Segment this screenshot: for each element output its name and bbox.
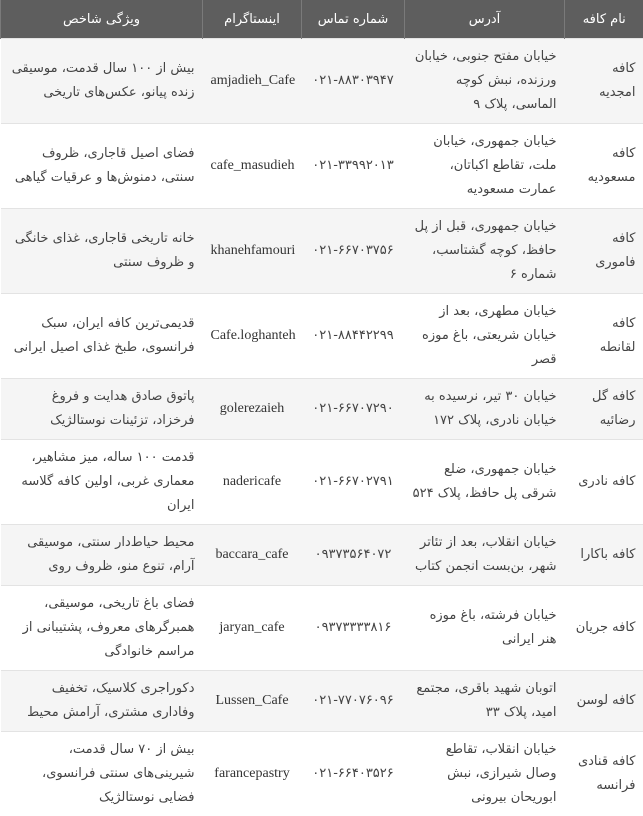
header-instagram: اینستاگرام (203, 0, 302, 39)
cafe-name: کافه جریان (565, 586, 643, 671)
cafe-address: خیابان جمهوری، خیابان ملت، تقاطع اکباتان، عمارت مسعودیه (405, 124, 565, 209)
cafe-feature: فضای باغ تاریخی، موسیقی، همبرگرهای معروف، پشتیبانی از مراسم خانوادگی (1, 586, 203, 671)
cafe-phone: ۰۹۳۷۳۳۳۳۸۱۶ (302, 586, 405, 671)
cafe-address: خیابان فرشته، باغ موزه هنر ایرانی (405, 586, 565, 671)
cafe-instagram: khanehfamouri (203, 209, 302, 294)
cafe-feature: دکوراجری کلاسیک، تخفیف وفاداری مشتری، آرامش محیط (1, 671, 203, 732)
table-row (1, 671, 643, 732)
table-row (1, 124, 643, 209)
cafe-phone: ۰۲۱-۶۶۷۰۲۷۹۱ (302, 440, 405, 525)
table-row (1, 39, 643, 124)
header-feature: ویژگی شاخص (1, 0, 203, 39)
cafe-instagram: jaryan_cafe (203, 586, 302, 671)
cafe-name: کافه نادری (565, 440, 643, 525)
cafe-phone: ۰۲۱-۶۶۴۰۳۵۲۶ (302, 732, 405, 816)
cafe-name: کافه گل رضائیه (565, 379, 643, 440)
cafe-feature: پاتوق صادق هدایت و فروغ فرخزاد، تزئینات نوستالژیک (1, 379, 203, 440)
table-row (1, 294, 643, 379)
table-row (1, 586, 643, 671)
table-header-row (1, 0, 643, 39)
header-address: آدرس (405, 0, 565, 39)
cafe-address: خیابان جمهوری، ضلع شرقی پل حافظ، پلاک ۵۲۴ (405, 440, 565, 525)
cafe-feature: بیش از ۷۰ سال قدمت، شیرینی‌های سنتی فرانسوی، فضایی نوستالژیک (1, 732, 203, 816)
cafe-feature: فضای اصیل قاجاری، ظروف سنتی، دمنوش‌ها و عرقیات گیاهی (1, 124, 203, 209)
cafe-address: خیابان انقلاب، تقاطع وصال شیرازی، نبش ابوریحان بیرونی (405, 732, 565, 816)
cafe-phone: ۰۹۳۷۳۵۶۴۰۷۲ (302, 525, 405, 586)
cafe-name: کافه امجدیه (565, 39, 643, 124)
cafe-name: کافه لوسن (565, 671, 643, 732)
table-row (1, 732, 643, 816)
cafe-name: کافه باکارا (565, 525, 643, 586)
cafe-instagram: cafe_masudieh (203, 124, 302, 209)
cafe-instagram: Cafe.loghanteh (203, 294, 302, 379)
cafe-phone: ۰۲۱-۸۸۴۴۲۲۹۹ (302, 294, 405, 379)
cafe-address: خیابان ۳۰ تیر، نرسیده به خیابان نادری، پلاک ۱۷۲ (405, 379, 565, 440)
header-phone: شماره تماس (302, 0, 405, 39)
cafe-phone: ۰۲۱-۷۷۰۷۶۰۹۶ (302, 671, 405, 732)
cafe-feature: قدیمی‌ترین کافه ایران، سبک فرانسوی، طبخ غذای اصیل ایرانی (1, 294, 203, 379)
cafe-instagram: amjadieh_Cafe (203, 39, 302, 124)
cafe-name: کافه لقانطه (565, 294, 643, 379)
cafe-name: کافه مسعودیه (565, 124, 643, 209)
cafe-address: خیابان مفتح جنوبی، خیابان ورزنده، نبش کوچه الماسی، پلاک ۹ (405, 39, 565, 124)
cafe-address: خیابان مطهری، بعد از خیابان شریعتی، باغ موزه قصر (405, 294, 565, 379)
header-name: نام کافه (565, 0, 643, 39)
cafe-feature: بیش از ۱۰۰ سال قدمت، موسیقی زنده پیانو، عکس‌های تاریخی (1, 39, 203, 124)
cafe-address: اتوبان شهید باقری، مجتمع امید، پلاک ۳۳ (405, 671, 565, 732)
cafe-instagram: golerezaieh (203, 379, 302, 440)
table-row (1, 379, 643, 440)
cafe-feature: خانه تاریخی قاجاری، غذای خانگی و ظروف سنتی (1, 209, 203, 294)
cafe-phone: ۰۲۱-۸۸۳۰۳۹۴۷ (302, 39, 405, 124)
cafe-phone: ۰۲۱-۶۶۷۰۳۷۵۶ (302, 209, 405, 294)
cafe-address: خیابان انقلاب، بعد از تئاتر شهر، بن‌بست انجمن کتاب (405, 525, 565, 586)
cafe-instagram: baccara_cafe (203, 525, 302, 586)
table-row (1, 525, 643, 586)
cafe-name: کافه قنادی فرانسه (565, 732, 643, 816)
table-row (1, 209, 643, 294)
cafe-instagram: nadericafe (203, 440, 302, 525)
cafe-name: کافه فاموری (565, 209, 643, 294)
table-row (1, 440, 643, 525)
cafe-address: خیابان جمهوری، قبل از پل حافظ، کوچه گشتاسب، شماره ۶ (405, 209, 565, 294)
cafe-feature: محیط حیاط‌دار سنتی، موسیقی آرام، تنوع منو، ظروف روی (1, 525, 203, 586)
cafe-instagram: Lussen_Cafe (203, 671, 302, 732)
cafe-phone: ۰۲۱-۳۳۹۹۲۰۱۳ (302, 124, 405, 209)
cafe-phone: ۰۲۱-۶۶۷۰۷۲۹۰ (302, 379, 405, 440)
cafe-instagram: farancepastry (203, 732, 302, 816)
cafe-feature: قدمت ۱۰۰ ساله، میز مشاهیر، معماری غربی، اولین کافه گلاسه ایران (1, 440, 203, 525)
